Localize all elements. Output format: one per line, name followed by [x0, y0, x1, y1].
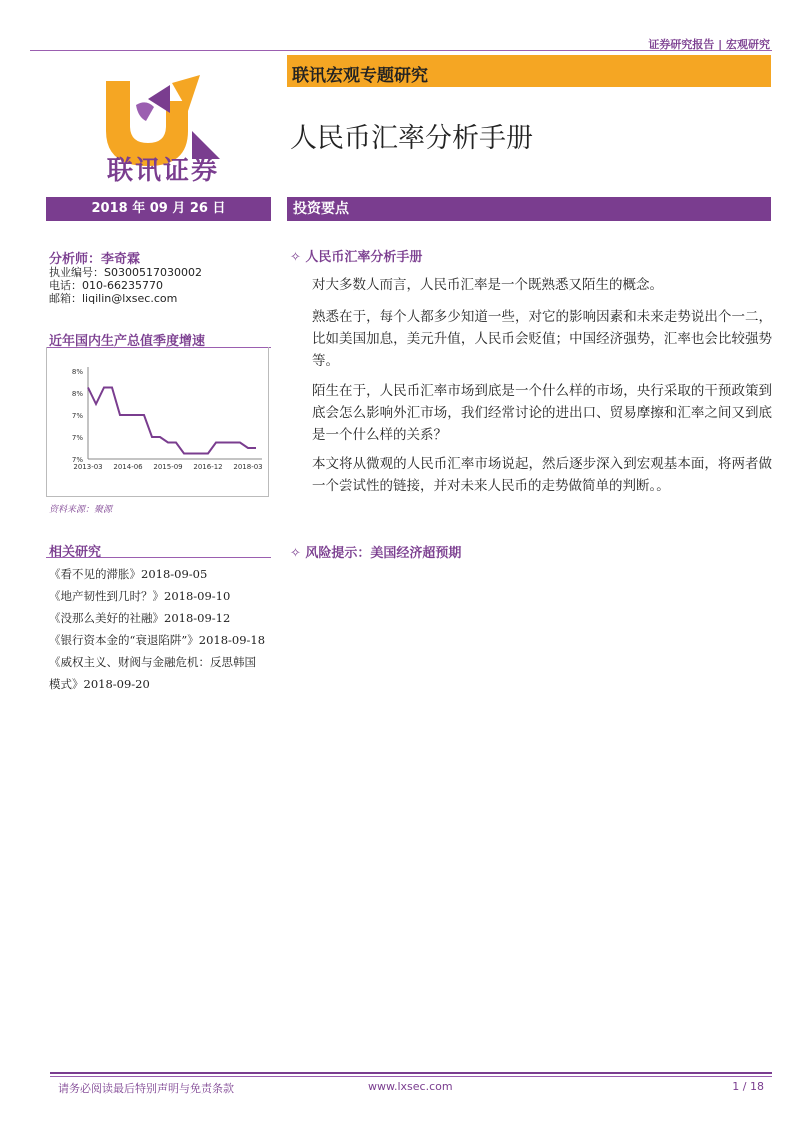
footer-disclaimer: 请务必阅读最后特别声明与免责条款 [58, 1082, 234, 1095]
paragraph: 对大多数人而言，人民币汇率是一个既熟悉又陌生的概念。 [312, 277, 663, 293]
related-item[interactable]: 《看不见的滞胀》2018-09-05 [49, 567, 208, 581]
analyst-phone: 电话：010-66235770 [49, 279, 163, 292]
y-tick-label: 7% [71, 456, 83, 464]
page-number: 1 / 18 [732, 1080, 764, 1093]
logo-wordmark: 联讯证券 [106, 156, 219, 186]
footer-divider-thin [50, 1076, 772, 1077]
report-category-label: 证券研究报告 | 宏观研究 [648, 38, 770, 51]
chart-source: 资料来源：聚源 [49, 505, 113, 515]
related-item[interactable]: 《银行资本金的“衰退陷阱”》2018-09-18 [49, 633, 266, 647]
report-date: 2018 年 09 月 26 日 [46, 197, 271, 221]
related-research-divider [46, 557, 271, 558]
x-tick-label: 2016-12 [193, 463, 223, 471]
related-item[interactable]: 《地产韧性到几时？》2018-09-10 [49, 589, 231, 603]
series-title: 联讯宏观专题研究 [292, 66, 428, 86]
x-tick-label: 2014-06 [113, 463, 143, 471]
section-heading-risk: ✧ 风险提示：美国经济超预期 [290, 546, 462, 561]
y-tick-label: 7% [71, 412, 83, 420]
y-tick-label: 8% [71, 368, 83, 376]
x-tick-label: 2013-03 [73, 463, 103, 471]
investment-highlights-header: 投资要点 [287, 197, 771, 221]
x-tick-label: 2015-09 [153, 463, 183, 471]
header-divider [30, 50, 772, 51]
related-item[interactable]: 《威权主义、财阀与金融危机：反思韩国 [49, 655, 256, 669]
y-tick-label: 7% [71, 434, 83, 442]
paragraph: 本文将从微观的人民币汇率市场说起，然后逐步深入到宏观基本面，将两者做一个尝试性的链接，并对未来人民币的走势做简单的判断。。 [312, 456, 772, 494]
related-item[interactable]: 《没那么美好的社融》2018-09-12 [49, 611, 231, 625]
report-title: 人民币汇率分析手册 [290, 123, 533, 154]
related-item[interactable]: 模式》2018-09-20 [49, 677, 150, 691]
analyst-cert-number: 执业编号：S0300517030002 [49, 266, 202, 279]
chart-title: 近年国内生产总值季度增速 [49, 334, 206, 349]
related-research-title: 相关研究 [49, 545, 102, 560]
y-tick-label: 8% [71, 390, 83, 398]
gdp-growth-line [88, 388, 256, 454]
analyst-email: 邮箱：liqilin@lxsec.com [49, 292, 178, 305]
footer-website-link[interactable]: www.lxsec.com [368, 1080, 453, 1093]
section-heading-summary: ✧ 人民币汇率分析手册 [290, 250, 423, 265]
analyst-name: 分析师：李奇霖 [49, 252, 141, 267]
related-research-list [49, 563, 271, 695]
x-tick-label: 2018-03 [233, 463, 263, 471]
gdp-growth-chart [46, 347, 269, 497]
paragraph: 陌生在于，人民币汇率市场到底是一个什么样的市场，央行采取的干预政策到底会怎么影响外汇市场，我们经常讨论的进出口、贸易摩擦和汇率之间又到底是一个什么样的关系？ [312, 383, 772, 443]
footer-divider [50, 1072, 772, 1074]
paragraph: 熟悉在于，每个人都多少知道一些，对它的影响因素和未来走势说出个一二，比如美国加息，美元升值，人民币会贬值；中国经济强势，汇率也会比较强势等。 [312, 309, 772, 369]
